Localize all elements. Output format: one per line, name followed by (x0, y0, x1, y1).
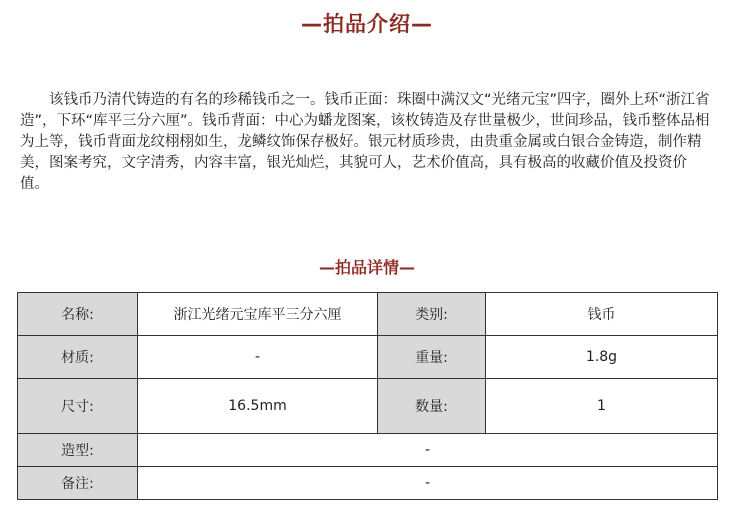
name-label: 名称: (18, 293, 138, 336)
category-label: 类别: (378, 293, 486, 336)
category-value: 钱币 (486, 293, 718, 336)
table-row (18, 434, 718, 467)
quantity-label: 数量: (378, 379, 486, 434)
material-label: 材质: (18, 336, 138, 379)
shape-label: 造型: (18, 434, 138, 467)
weight-value: 1.8g (486, 336, 718, 379)
quantity-value: 1 (486, 379, 718, 434)
name-value: 浙江光绪元宝库平三分六厘 (138, 293, 378, 336)
intro-paragraph: 该钱币乃清代铸造的有名的珍稀钱币之一。钱币正面：珠圈中满汉文“光绪元宝”四字，圈外上环“浙江省造”，下环“库平三分六厘”。钱币背面：中心为蟠龙图案，该枚铸造及存世量极少，世间珍品，钱币整体品相为上等，钱币背面龙纹栩栩如生，龙鳞纹饰保存极好。银元材质珍贵，由贵重金属或白银合金铸造，制作精美，图案考究，文字清秀，内容丰富，银光灿烂，其貌可人，艺术价值高，具有极高的收藏价值及投资价值。 (20, 92, 710, 192)
material-value: - (138, 336, 378, 379)
table-row (18, 379, 718, 434)
table-row (18, 293, 718, 336)
table-row (18, 336, 718, 379)
size-value: 16.5mm (138, 379, 378, 434)
details-table (17, 292, 718, 500)
shape-value: - (138, 434, 718, 467)
details-title: —拍品详情— (318, 258, 415, 277)
note-label: 备注: (18, 467, 138, 500)
note-value: - (138, 467, 718, 500)
size-label: 尺寸: (18, 379, 138, 434)
table-row (18, 467, 718, 500)
section-title: —拍品介绍— (301, 12, 433, 36)
weight-label: 重量: (378, 336, 486, 379)
